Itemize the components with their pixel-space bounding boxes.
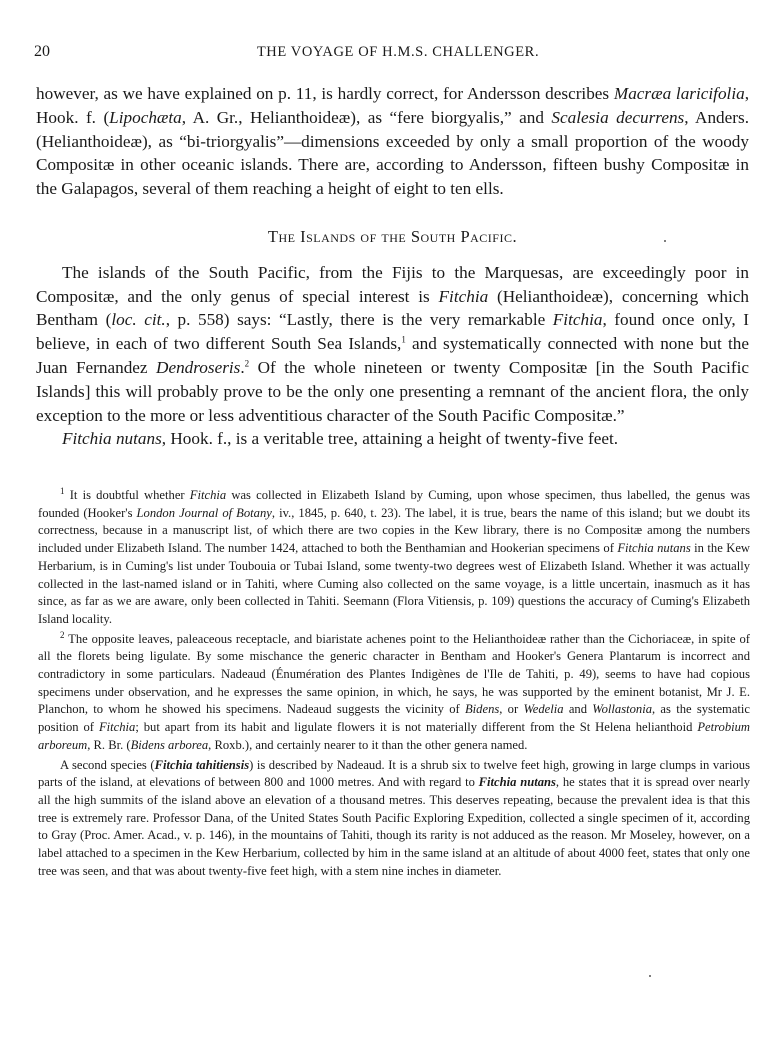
- text-run: , iv., 1845, p. 640, t. 23). The label, it is true, bears the name of this island; but we doubt its correctness, because in a manuscript list, of which there are two copies in the Kew library, there is no Compositæ among the numbers included under Elizabeth Island. The number 1424, attached to both the Benthamian and Hookerian specimens of: [38, 505, 750, 556]
- paragraph-continued: [36, 82, 749, 201]
- running-head: [34, 43, 762, 65]
- text-run: , p. 558) says: “Lastly, there is the very remarkable: [165, 310, 553, 330]
- text-run: , found once only, I believe, in each of two different South Sea Islands,: [36, 310, 749, 354]
- text-run: , A. Gr., Helianthoideæ), as “fere biorgyalis,” and: [181, 107, 552, 127]
- text-run: , Hook. f., is a veritable tree, attaining a height of twenty-five feet.: [161, 429, 619, 449]
- taxon-name: Macræa laricifolia: [613, 84, 745, 103]
- print-speck: [664, 240, 666, 242]
- text-run: .: [240, 357, 245, 377]
- footnote-2-continued: [38, 757, 750, 881]
- text-run: The opposite leaves, paleaceous receptacle, and biaristate achenes point to the Helianthoideæ rather than the Cichoriaceæ, in spite of all the florets being ligulate. By some mischance the generic character in Bentham and Hooker's Genera Plantarum is incorrect and contradictory in some particulars. Nadeaud (Énumération des Plantes Indigènes de l'Ile de Tahiti, p. 49), seems to have had copious specimens under observation, and he expresses the same opinion, in which, he says, he was supported by the eminent botanist, Mr J. E. Planchon, to whom he showed his specimens. Nadeaud suggests the vicinity of: [38, 631, 750, 717]
- taxon-name: Petrobium arboreum: [38, 720, 751, 752]
- footnote-ref-2[interactable]: 2: [244, 358, 250, 369]
- paragraph-fitchia-nutans: [36, 427, 749, 451]
- text-run: The islands of the South Pacific, from the Fijis to the Marquesas, are exceedingly poor in Compositæ, and the only genus of special interest is: [36, 262, 749, 306]
- taxon-name: Fitchia nutans: [478, 775, 556, 790]
- citation-italic: London Journal of Botany: [136, 505, 272, 520]
- taxon-name: Bidens arborea: [130, 737, 209, 752]
- taxon-name: Fitchia: [189, 488, 227, 502]
- footnote-ref-1[interactable]: 1: [401, 334, 406, 345]
- text-run: It is doubtful whether: [64, 488, 190, 502]
- taxon-name: Fitchia: [98, 720, 136, 735]
- text-run: A second species (: [60, 757, 155, 772]
- taxon-name: Fitchia tahitiensis: [154, 757, 250, 772]
- text-run: (Helianthoideæ), concerning which Bentham (: [36, 286, 749, 330]
- taxon-name: Wollastonia: [592, 702, 653, 717]
- footnote-marker: 1: [60, 485, 65, 496]
- footnote-2: [38, 631, 750, 755]
- page-number: 20: [34, 43, 50, 60]
- citation-italic: loc. cit.: [111, 310, 166, 330]
- running-title: THE VOYAGE OF H.M.S. CHALLENGER.: [256, 44, 540, 60]
- paragraph-south-pacific: [36, 261, 749, 428]
- taxon-name: Dendroseris: [156, 357, 241, 377]
- text-run: , as the systematic position of: [38, 702, 751, 735]
- text-run: , or: [499, 702, 524, 717]
- text-run: , R. Br. (: [87, 737, 131, 752]
- text-run: , he states that it is spread over nearly all the high summits of the island above an elevation of a thousand metres. This deserves repeating, because the prevalent idea is that this tree is extremely rare. Professor Dana, of the United States South Pacific Exploring Expedition, collected a single specimen of it, according to Gray (Proc. Amer. Acad., v. p. 146), in the mountains of Tahiti, though its rarity is not adduced as the reason. Mr Moseley, however, on a label attached to a specimen in the Kew Herbarium, collected by him in the same island at an altitude of about 4000 feet, states that only one tree was seen, and that was about twenty-five feet high, with a stem nine inches in diameter.: [38, 775, 751, 878]
- taxon-name: Fitchia: [552, 310, 603, 330]
- print-speck: [649, 975, 651, 977]
- footnote-marker: 2: [60, 629, 65, 640]
- text-run: ) is described by Nadeaud. It is a shrub six to twelve feet high, growing in large clumps in various parts of the island, at elevations of between 800 and 1000 metres. And with regard to: [38, 757, 750, 790]
- footnote-1: [38, 487, 750, 629]
- main-text: [36, 82, 749, 451]
- text-run: was collected in Elizabeth Island by Cuming, upon whose specimen, thus labelled, the genus was founded (Hooker's: [38, 488, 750, 520]
- text-run: Of the whole nineteen or twenty Compositæ [in the South Pacific Islands] this will probably prove to be the only one presenting a remnant of the ancient flora, the only exception to the more or less adventitious character of the South Pacific Compositæ.”: [36, 357, 749, 425]
- taxon-name: Wedelia: [523, 702, 564, 717]
- text-run: , Roxb.), and certainly nearer to it than the other genera named.: [208, 737, 528, 752]
- text-run: ; but apart from its habit and ligulate flowers it is not materially different from the St Helena helianthoid: [135, 720, 698, 735]
- text-run: , Anders. (Helianthoideæ), as “bi-triorgyalis”—dimensions exceeded by only a small proportion of the woody Compositæ in other oceanic islands. There are, according to Andersson, fifteen bushy Compositæ in the Galapagos, several of them reaching a height of eight to ten ells.: [36, 107, 749, 199]
- text-run: and: [563, 702, 593, 717]
- taxon-name: Lipochæta: [109, 107, 182, 127]
- text-run: however, as we have explained on p. 11, is hardly correct, for Andersson describes: [36, 84, 614, 103]
- text-run: and systematically connected with none but the Juan Fernandez: [36, 334, 749, 377]
- taxon-name: Scalesia decurrens: [551, 107, 685, 127]
- taxon-name: Bidens: [464, 702, 500, 717]
- text-run: in the Kew Herbarium, is in Cuming's list under Toubouia or Tubai Island, some twenty-two degrees west of Elizabeth Island. Whether it was actually collected in the last-named island or in Tahiti, where Cuming also collected on the same voyage, is a little uncertain, inasmuch as it has since, as far as we are aware, only been collected in Tahiti. Seemann (Flora Vitiensis, p. 109) questions the accuracy of Cuming's Elizabeth Island locality.: [38, 541, 751, 626]
- footnotes: [38, 487, 750, 880]
- text-run: , Hook. f. (: [36, 84, 749, 127]
- section-heading: The Islands of the South Pacific.: [267, 226, 518, 246]
- taxon-name: Fitchia: [438, 286, 489, 306]
- taxon-name: Fitchia nutans: [62, 429, 162, 449]
- taxon-name: Fitchia nutans: [617, 541, 691, 556]
